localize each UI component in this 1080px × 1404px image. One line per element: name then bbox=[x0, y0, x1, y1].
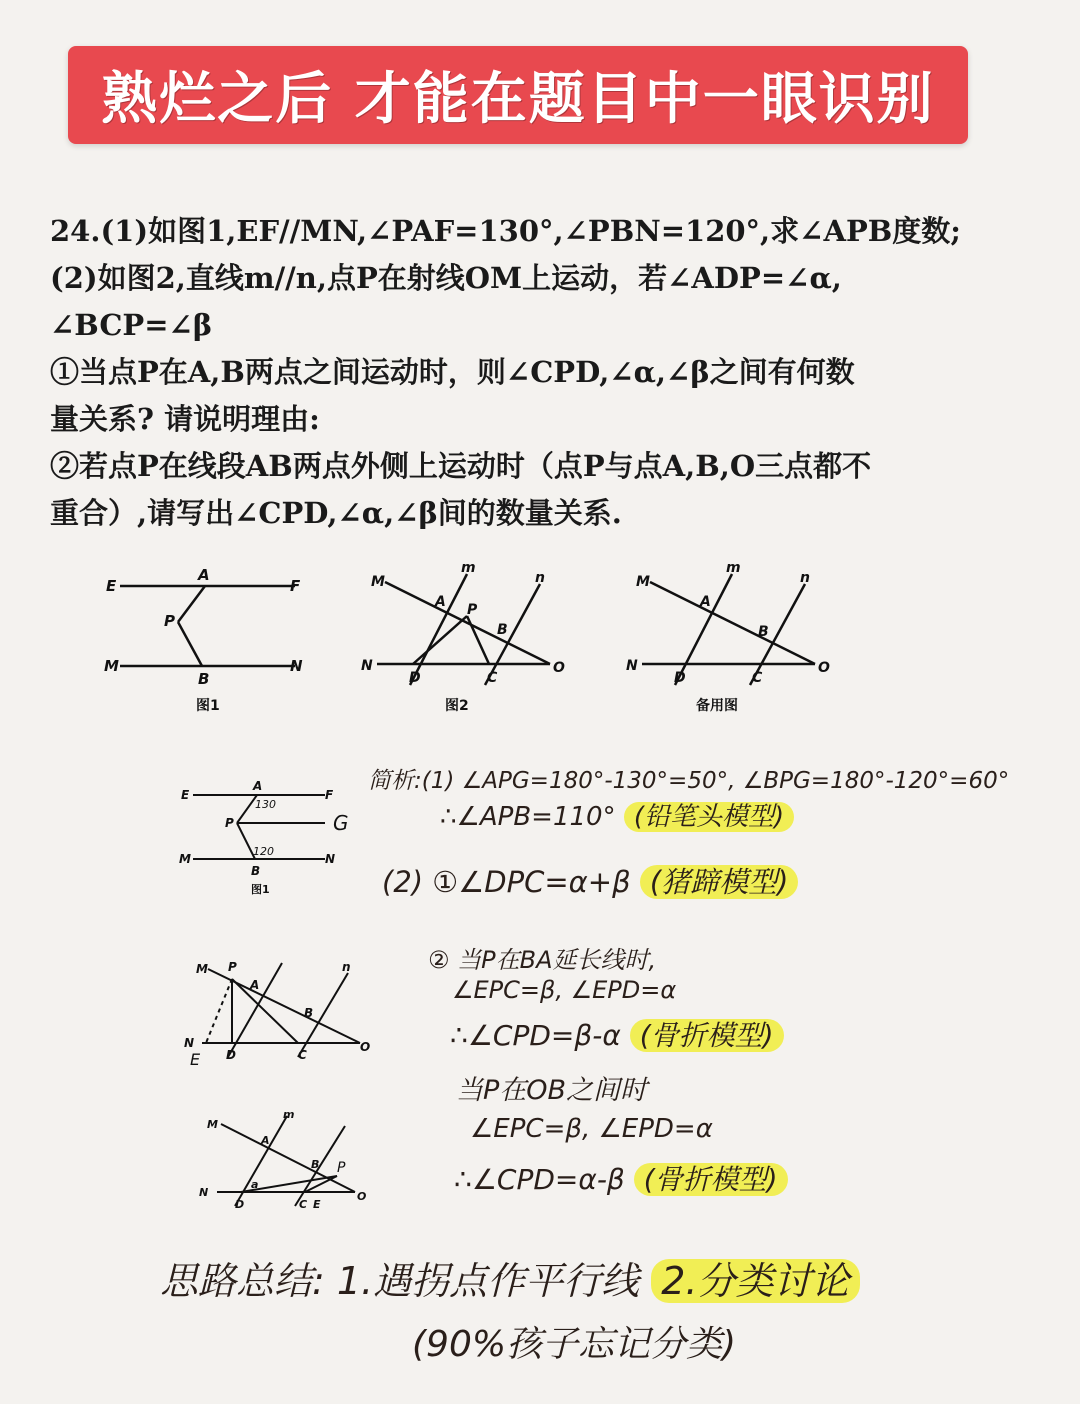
label-A: A bbox=[198, 566, 210, 584]
solution-line-1: 简析:(1) ∠APG=180°-130°=50°, ∠BPG=180°-120°=60° bbox=[368, 768, 1010, 794]
label-A: A bbox=[435, 594, 446, 610]
label-B: B bbox=[497, 622, 508, 638]
label-D: D bbox=[409, 670, 421, 686]
figure-2 bbox=[355, 560, 585, 720]
label-A: A bbox=[250, 978, 260, 992]
label-O: O bbox=[818, 660, 830, 676]
label-n: n bbox=[800, 570, 810, 586]
label-M: M bbox=[196, 962, 208, 976]
solution-line-7: 当P在OB之间时 bbox=[456, 1075, 648, 1106]
label-A: A bbox=[253, 779, 263, 793]
label-D: D bbox=[674, 670, 686, 686]
solution-line-2 bbox=[440, 796, 794, 833]
label-C: C bbox=[487, 670, 498, 686]
problem-line: 重合）,请写出∠CPD,∠α,∠β间的数量关系. bbox=[50, 496, 622, 530]
label-M: M bbox=[179, 852, 191, 866]
label-O: O bbox=[360, 1040, 371, 1054]
solution-figure-2 bbox=[180, 955, 380, 1080]
label-D: D bbox=[226, 1048, 236, 1062]
figure-caption: 图2 bbox=[445, 698, 469, 714]
label-A: A bbox=[700, 594, 711, 610]
label-P: P bbox=[164, 612, 175, 630]
problem-line: ①当点P在A,B两点之间运动时，则∠CPD,∠α,∠β之间有何数 bbox=[50, 355, 855, 389]
label-P: P bbox=[228, 960, 237, 974]
label-P: P bbox=[225, 816, 234, 830]
model-highlight: (骨折模型) bbox=[630, 1019, 784, 1052]
label-P: P bbox=[337, 1160, 346, 1176]
summary-text: 思路总结: 1.遇拐点作平行线 bbox=[160, 1259, 640, 1303]
problem-line: (2)如图2,直线m//n,点P在射线OM上运动，若∠ADP=∠α, bbox=[50, 261, 842, 295]
label-M: M bbox=[207, 1118, 218, 1131]
label-C: C bbox=[299, 1198, 308, 1211]
figure-caption: 图1 bbox=[196, 698, 220, 714]
model-highlight: (铅笔头模型) bbox=[624, 802, 794, 832]
summary-note: (90%孩子忘记分类) bbox=[412, 1324, 737, 1365]
label-m: m bbox=[283, 1110, 295, 1121]
problem-text bbox=[50, 208, 1010, 537]
figure-caption: 图1 bbox=[251, 883, 270, 896]
figure-1 bbox=[100, 560, 320, 720]
label-F: F bbox=[325, 788, 334, 802]
label-B: B bbox=[251, 864, 261, 878]
label-B: B bbox=[304, 1006, 314, 1020]
angle-130: 130 bbox=[255, 798, 276, 811]
banner-title: 熟烂之后 才能在题目中一眼识别 bbox=[101, 67, 935, 132]
label-m: m bbox=[461, 560, 476, 576]
label-B: B bbox=[758, 624, 769, 640]
label-M: M bbox=[636, 574, 650, 590]
problem-line: ∠BCP=∠β bbox=[50, 308, 213, 342]
figure-spare bbox=[620, 560, 850, 720]
label-N: N bbox=[325, 852, 336, 866]
label-E: E bbox=[106, 577, 117, 595]
problem-line: ②若点P在线段AB两点外侧上运动时（点P与点A,B,O三点都不 bbox=[50, 449, 872, 483]
label-A: A bbox=[261, 1134, 270, 1147]
label-N: N bbox=[199, 1186, 209, 1199]
label-O: O bbox=[357, 1190, 367, 1203]
label-n: n bbox=[342, 960, 351, 974]
solution-line-9 bbox=[454, 1158, 788, 1198]
label-B: B bbox=[311, 1158, 320, 1171]
label-G: G bbox=[333, 811, 349, 835]
summary-line bbox=[160, 1250, 860, 1305]
label-E: E bbox=[190, 1050, 201, 1069]
solution-text: ∴∠APB=110° bbox=[440, 802, 616, 832]
label-M: M bbox=[104, 657, 119, 675]
label-N: N bbox=[184, 1036, 195, 1050]
label-N: N bbox=[626, 658, 638, 674]
figure-caption: 备用图 bbox=[696, 698, 738, 714]
label-M: M bbox=[371, 574, 385, 590]
label-F: F bbox=[290, 577, 301, 595]
label-O: O bbox=[553, 660, 565, 676]
label-D: D bbox=[235, 1198, 245, 1211]
label-C: C bbox=[298, 1048, 307, 1062]
solution-line-6 bbox=[450, 1014, 784, 1054]
solution-text: (2) ①∠DPC=α+β bbox=[382, 865, 631, 899]
solution-line-8: ∠EPC=β, ∠EPD=α bbox=[470, 1114, 713, 1144]
label-B: B bbox=[198, 670, 210, 688]
solution-line-4: ② 当P在BA延长线时, bbox=[428, 946, 657, 974]
model-highlight: (骨折模型) bbox=[634, 1163, 788, 1196]
solution-line-5: ∠EPC=β, ∠EPD=α bbox=[452, 976, 677, 1004]
solution-text: ∴∠CPD=α-β bbox=[454, 1163, 625, 1196]
solution-text: ∴∠CPD=β-α bbox=[450, 1019, 621, 1052]
model-highlight: (猪蹄模型) bbox=[640, 865, 799, 899]
solution-figure-3 bbox=[195, 1110, 385, 1220]
problem-line: 量关系? 请说明理由: bbox=[50, 402, 320, 436]
solution-line-3 bbox=[382, 860, 798, 901]
summary-highlight: 2.分类讨论 bbox=[651, 1259, 859, 1303]
label-N: N bbox=[290, 657, 303, 675]
solution-figure-1 bbox=[175, 775, 365, 900]
label-E: E bbox=[313, 1198, 321, 1211]
label-a: a bbox=[251, 1178, 259, 1191]
problem-line: 24.(1)如图1,EF//MN,∠PAF=130°,∠PBN=120°,求∠APB度数; bbox=[50, 214, 961, 248]
label-E: E bbox=[181, 788, 190, 802]
angle-120: 120 bbox=[253, 845, 274, 858]
label-C: C bbox=[752, 670, 763, 686]
label-N: N bbox=[361, 658, 373, 674]
label-m: m bbox=[726, 560, 741, 576]
label-n: n bbox=[535, 570, 545, 586]
label-P: P bbox=[467, 602, 478, 618]
title-banner bbox=[68, 46, 968, 144]
